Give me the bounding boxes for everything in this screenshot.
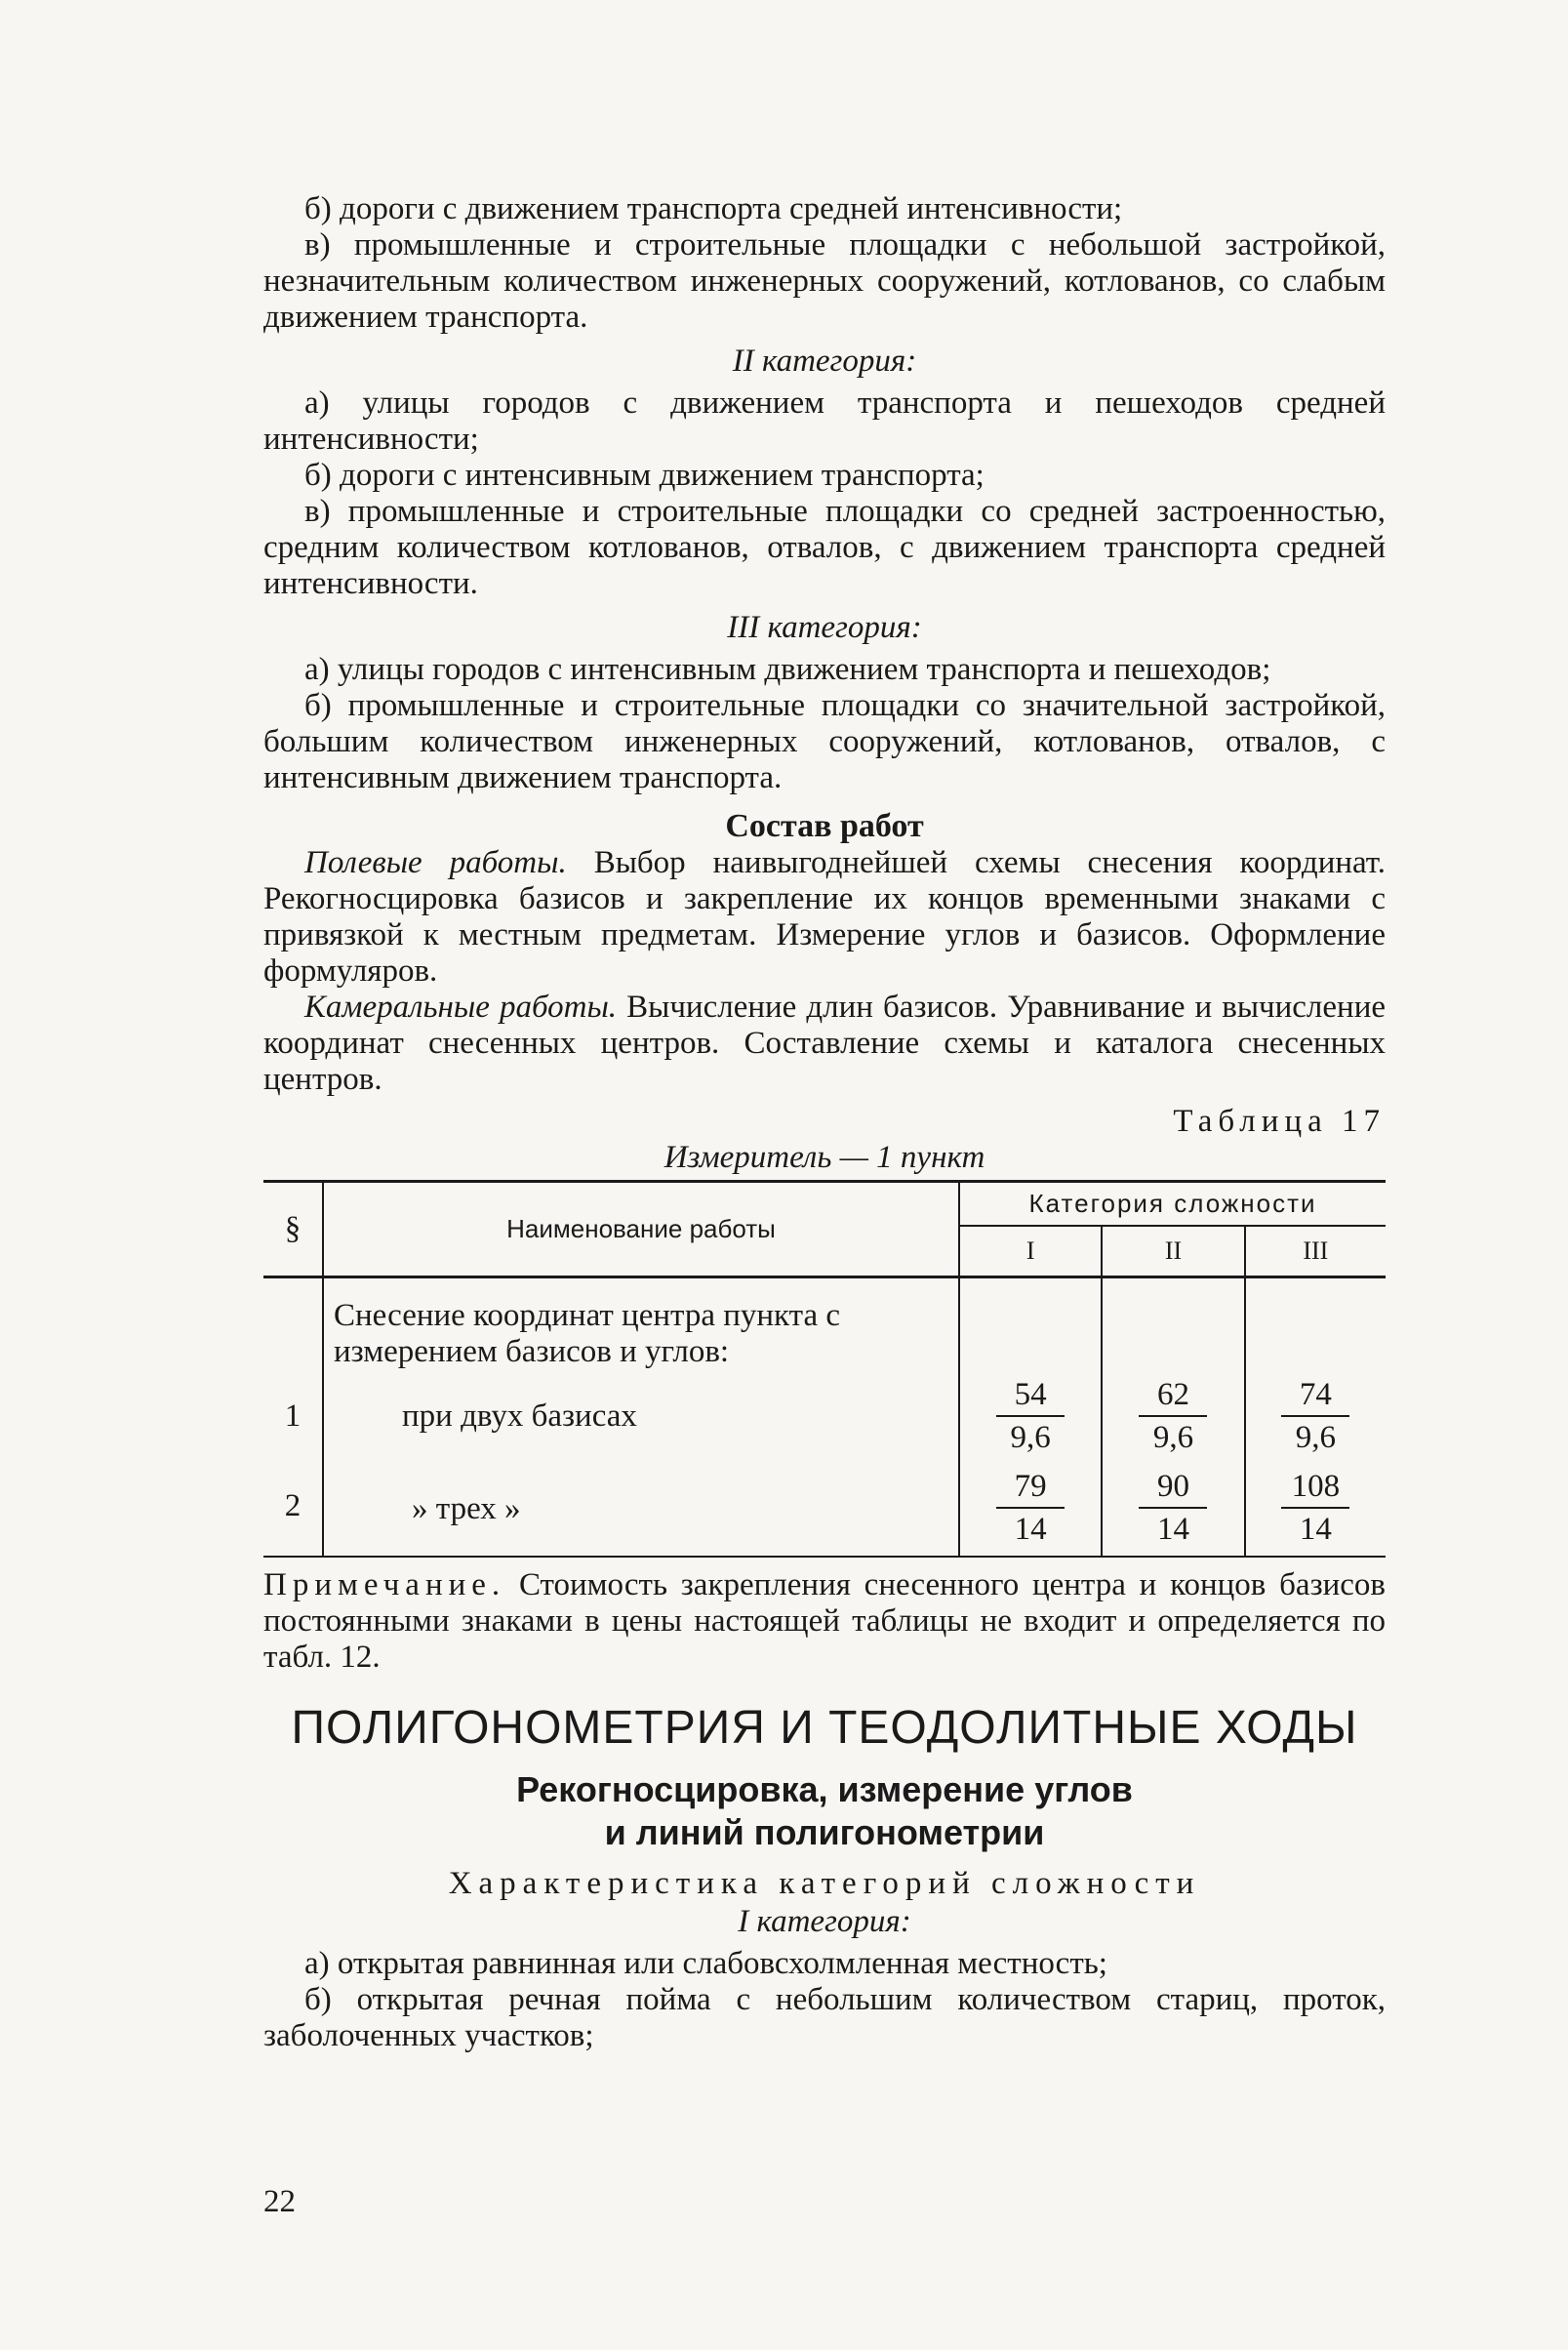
table-row (263, 1462, 1386, 1556)
cell-cat-1 (959, 1462, 1102, 1556)
fraction (996, 1374, 1065, 1458)
office-works-paragraph (263, 990, 1386, 1098)
numerator: 79 (996, 1466, 1065, 1509)
text: а) улицы городов с движением транспорта и пешеходов средней интенсивности; (263, 385, 1386, 457)
text: а) улицы городов с интенсивным движением транспорта и пешеходов; (304, 652, 1271, 687)
cat1-item-b (263, 1982, 1386, 2054)
denominator: 9,6 (1295, 1420, 1336, 1455)
cat1-item-a (263, 1946, 1386, 1982)
table-caption: Таблица 17 (1173, 1104, 1386, 1139)
field-works-paragraph (263, 845, 1386, 990)
text: в) промышленные и строительные площадки со средней застроенностью, средним количеством котлованов, отвалов, с движением транспорта средней интенсивности. (263, 494, 1386, 601)
text: б) открытая речная пойма с небольшим количеством стариц, проток, заболоченных участков; (263, 1982, 1386, 2053)
cat2-item-a (263, 385, 1386, 458)
section-title: ПОЛИГОНОМЕТРИЯ И ТЕОДОЛИТНЫЕ ХОДЫ (291, 1702, 1358, 1754)
table-row (263, 1370, 1386, 1462)
field-works-label: Полевые работы. (304, 845, 567, 880)
fraction (1281, 1374, 1349, 1458)
text: б) дороги с движением транспорта средней интенсивности; (304, 191, 1123, 226)
cell-cat-1 (959, 1370, 1102, 1462)
denominator: 14 (1014, 1512, 1047, 1547)
fraction (996, 1466, 1065, 1550)
cell-cat-3 (1245, 1370, 1386, 1462)
subsection-title-line-1: Рекогносцировка, измерение углов (516, 1769, 1133, 1809)
header-complexity: Категория сложности (959, 1183, 1386, 1226)
numerator: 90 (1139, 1466, 1207, 1509)
cat3-item-b (263, 688, 1386, 796)
table-meter: Измеритель — 1 пункт (663, 1140, 985, 1175)
paragraph-b-roads (263, 191, 1386, 227)
denominator: 9,6 (1152, 1420, 1194, 1455)
empty-cell (1245, 1277, 1386, 1371)
row-name: при двух базисах (323, 1370, 959, 1462)
denominator: 14 (1299, 1512, 1332, 1547)
cell-cat-2 (1102, 1370, 1244, 1462)
text: Стоимость закрепления снесенного центра и концов базисов постоянными знаками в цены настоящей таблицы не входит и определяется по табл. 12. (263, 1567, 1387, 1675)
table-17 (263, 1180, 1386, 1558)
table-note (263, 1567, 1386, 1676)
header-cat-3: III (1245, 1226, 1386, 1277)
empty-cell (263, 1277, 323, 1371)
table-grid (263, 1183, 1386, 1556)
fraction (1281, 1466, 1349, 1550)
cat3-item-a (263, 652, 1386, 688)
denominator: 14 (1156, 1512, 1189, 1547)
table-header-row-1 (263, 1183, 1386, 1226)
note-label: Примечание. (263, 1567, 506, 1602)
group-label: Снесение координат центра пункта с измерением базисов и углов: (323, 1277, 959, 1371)
header-work-name: Наименование работы (323, 1183, 959, 1277)
cell-cat-3 (1245, 1462, 1386, 1556)
empty-cell (959, 1277, 1102, 1371)
subsection-title-line-2: и линий полигонометрии (604, 1812, 1045, 1852)
fraction (1139, 1466, 1207, 1550)
text: б) дороги с интенсивным движением транспорта; (304, 458, 985, 493)
numerator: 74 (1281, 1374, 1349, 1417)
text: Вычисление длин базисов. Уравнивание и вычисление координат снесенных центров. Составление схемы и каталога снесенных центров. (263, 990, 1387, 1097)
row-name: » трех » (323, 1462, 959, 1556)
category-3-heading: III категория: (727, 610, 922, 645)
cat2-item-b (263, 458, 1386, 494)
fraction (1139, 1374, 1207, 1458)
cell-cat-2 (1102, 1462, 1244, 1556)
complexity-heading: Характеристика категорий сложности (448, 1866, 1201, 1901)
text: а) открытая равнинная или слабовсхолмленная местность; (304, 1946, 1107, 1981)
office-works-label: Камеральные работы. (304, 990, 618, 1025)
text: б) промышленные и строительные площадки со значительной застройкой, большим количеством инженерных сооружений, котлованов, отвалов, с интенсивным движением транспорта. (263, 688, 1386, 795)
denominator: 9,6 (1010, 1420, 1051, 1455)
numerator: 62 (1139, 1374, 1207, 1417)
text: Выбор наивыгоднейшей схемы снесения координат. Рекогносцировка базисов и закрепление их концов временными знаками с привязкой к местным предметам. Измерение углов и базисов. Оформление формуляров. (263, 845, 1386, 989)
row-number: 2 (263, 1462, 323, 1556)
row-number: 1 (263, 1370, 323, 1462)
category-2-heading: II категория: (732, 344, 917, 379)
header-section-number: § (263, 1183, 323, 1277)
numerator: 54 (996, 1374, 1065, 1417)
empty-cell (1102, 1277, 1244, 1371)
cat2-item-c (263, 494, 1386, 602)
page-number: 22 (263, 2184, 296, 2219)
header-cat-2: II (1102, 1226, 1244, 1277)
category-1-heading: I категория: (738, 1904, 911, 1939)
header-cat-1: I (959, 1226, 1102, 1277)
works-heading: Состав работ (725, 808, 924, 844)
intro-block (263, 191, 1386, 2054)
numerator: 108 (1281, 1466, 1349, 1509)
paragraph-v-industrial (263, 227, 1386, 336)
table-group-row (263, 1277, 1386, 1371)
text: в) промышленные и строительные площадки с небольшой застройкой, незначительным количеством инженерных сооружений, котлованов, со слабым движением транспорта. (263, 227, 1386, 335)
